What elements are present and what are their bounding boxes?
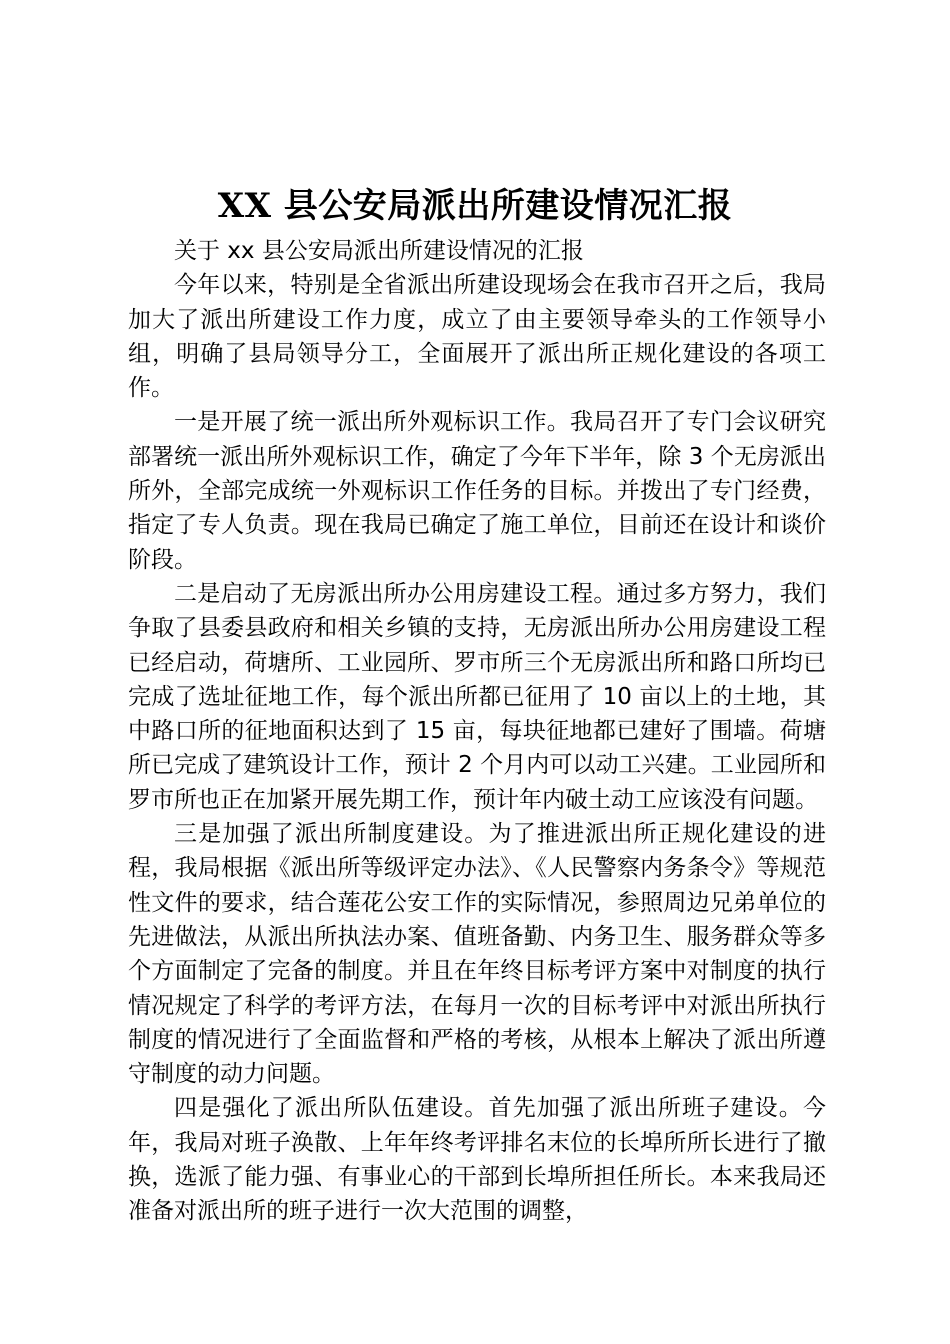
subtitle-paragraph: 关于 xx 县公安局派出所建设情况的汇报 xyxy=(174,238,584,264)
document-title: XX 县公安局派出所建设情况汇报 xyxy=(217,186,733,226)
point-three-paragraph: 三是加强了派出所制度建设。为了推进派出所正规化建设的进程，我局根据《派出所等级评定办法》、《人民警察内务条令》等规范性文件的要求，结合莲花公安工作的实际情况，参照周边兄弟单位的先进做法，从派出所执法办案、值班备勤、内务卫生、服务群众等多个方面制定了完备的制度。并且在年终目标考评方案中对制度的执行情况规定了科学的考评方法，在每月一次的目标考评中对派出所执行制度的情况进行了全面监督和严格的考核，从根本上解决了派出所遵守制度的动力问题。 xyxy=(128,821,826,1088)
point-four-paragraph: 四是强化了派出所队伍建设。首先加强了派出所班子建设。今年，我局对班子涣散、上年年终考评排名末位的长埠所所长进行了撤换，选派了能力强、有事业心的干部到长埠所担任所长。本来我局还准备对派出所的班子进行一次大范围的调整， xyxy=(128,1095,826,1225)
point-two-paragraph: 二是启动了无房派出所办公用房建设工程。通过多方努力，我们争取了县委县政府和相关乡镇的支持，无房派出所办公用房建设工程已经启动，荷塘所、工业园所、罗市所三个无房派出所和路口所均已完成了选址征地工作，每个派出所都已征用了 10 亩以上的土地，其中路口所的征地面积达到了 15 亩，每块征地都已建好了围墙。荷塘所已完成了建筑设计工作，预计 2 个月内可以动工兴建。工业园所和罗市所也正在加紧开展先期工作，预计年内破土动工应该没有问题。 xyxy=(128,580,826,813)
intro-paragraph: 今年以来，特别是全省派出所建设现场会在我市召开之后，我局加大了派出所建设工作力度，成立了由主要领导牵头的工作领导小组，明确了县局领导分工，全面展开了派出所正规化建设的各项工作。 xyxy=(128,272,826,402)
point-one-paragraph: 一是开展了统一派出所外观标识工作。我局召开了专门会议研究部署统一派出所外观标识工作，确定了今年下半年，除 3 个无房派出所外，全部完成统一外观标识工作任务的目标。并拨出了专门经费，指定了专人负责。现在我局已确定了施工单位，目前还在设计和谈价阶段。 xyxy=(128,409,826,573)
document-body xyxy=(128,234,826,1229)
